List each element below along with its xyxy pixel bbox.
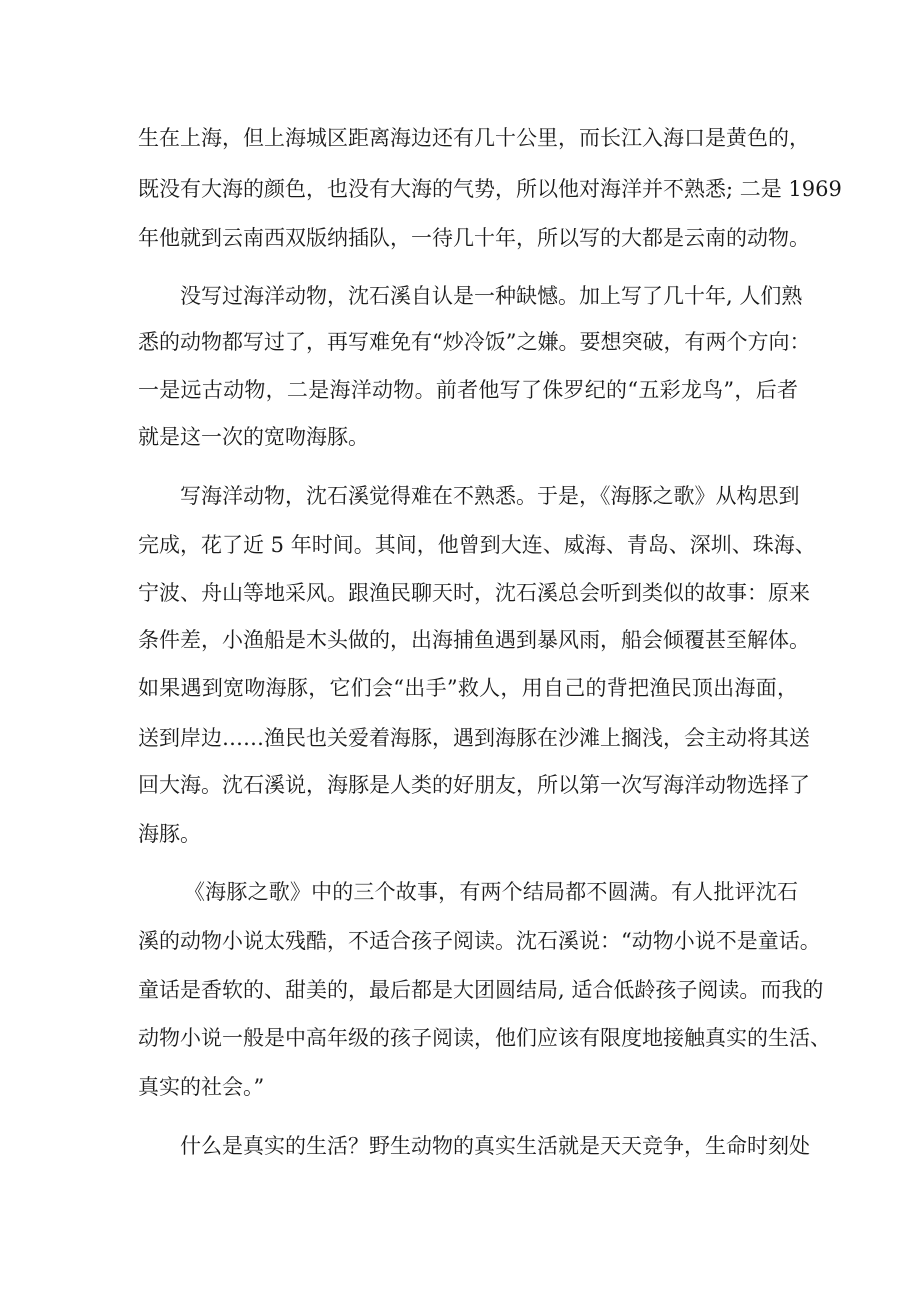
paragraph-4-line-4: 动物小说一般是中高年级的孩子阅读，他们应该有限度地接触真实的生活、 bbox=[138, 1026, 831, 1050]
paragraph-1-line-2: 既没有大海的颜色，也没有大海的气势，所以他对海洋并不熟悉; 二是 1969 bbox=[138, 177, 842, 201]
paragraph-2-line-1: 没写过海洋动物，沈石溪自认是一种缺憾。加上写了几十年, 人们熟 bbox=[180, 284, 803, 308]
paragraph-4-line-1: 《海豚之歌》中的三个故事，有两个结局都不圆满。有人批评沈石 bbox=[184, 880, 798, 904]
paragraph-4-line-5: 真实的社会。” bbox=[138, 1075, 265, 1099]
paragraph-1-line-3: 年他就到云南西双版纳插队，一待几十年，所以写的大都是云南的动物。 bbox=[138, 226, 810, 250]
paragraph-3-line-3: 宁波、舟山等地采风。跟渔民聊天时，沈石溪总会听到类似的故事：原来 bbox=[138, 581, 810, 605]
paragraph-3-line-5: 如果遇到宽吻海豚，它们会“出手”救人，用自己的背把渔民顶出海面， bbox=[138, 676, 798, 700]
paragraph-2-line-4: 就是这一次的宽吻海豚。 bbox=[138, 425, 369, 449]
paragraph-5-line-1: 什么是真实的生活？野生动物的真实生活就是天天竞争，生命时刻处 bbox=[180, 1134, 810, 1158]
paragraph-2-line-3: 一是远古动物，二是海洋动物。前者他写了侏罗纪的“五彩龙鸟”，后者 bbox=[138, 378, 798, 402]
paragraph-2-line-2: 悉的动物都写过了，再写难免有“炒冷饭”之嫌。要想突破，有两个方向： bbox=[138, 330, 811, 354]
paragraph-4-line-3: 童话是香软的、甜美的，最后都是大团圆结局, 适合低龄孩子阅读。而我的 bbox=[138, 978, 824, 1002]
paragraph-3-line-4: 条件差，小渔船是木头做的，出海捕鱼遇到暴风雨，船会倾覆甚至解体。 bbox=[138, 628, 810, 652]
paragraph-3-line-2: 完成，花了近 5 年时间。其间，他曾到大连、威海、青岛、深圳、珠海、 bbox=[138, 533, 816, 557]
paragraph-4-line-2: 溪的动物小说太残酷，不适合孩子阅读。沈石溪说：“动物小说不是童话。 bbox=[138, 929, 821, 953]
paragraph-3-line-8: 海豚。 bbox=[138, 822, 201, 846]
paragraph-3-line-7: 回大海。沈石溪说，海豚是人类的好朋友，所以第一次写海洋动物选择了 bbox=[138, 773, 810, 797]
paragraph-1-line-1: 生在上海，但上海城区距离海边还有几十公里，而长江入海口是黄色的， bbox=[138, 126, 810, 150]
paragraph-3-line-1: 写海洋动物，沈石溪觉得难在不熟悉。于是，《海豚之歌》从构思到 bbox=[180, 484, 800, 508]
paragraph-3-line-6: 送到岸边……渔民也关爱着海豚，遇到海豚在沙滩上搁浅，会主动将其送 bbox=[138, 726, 810, 750]
